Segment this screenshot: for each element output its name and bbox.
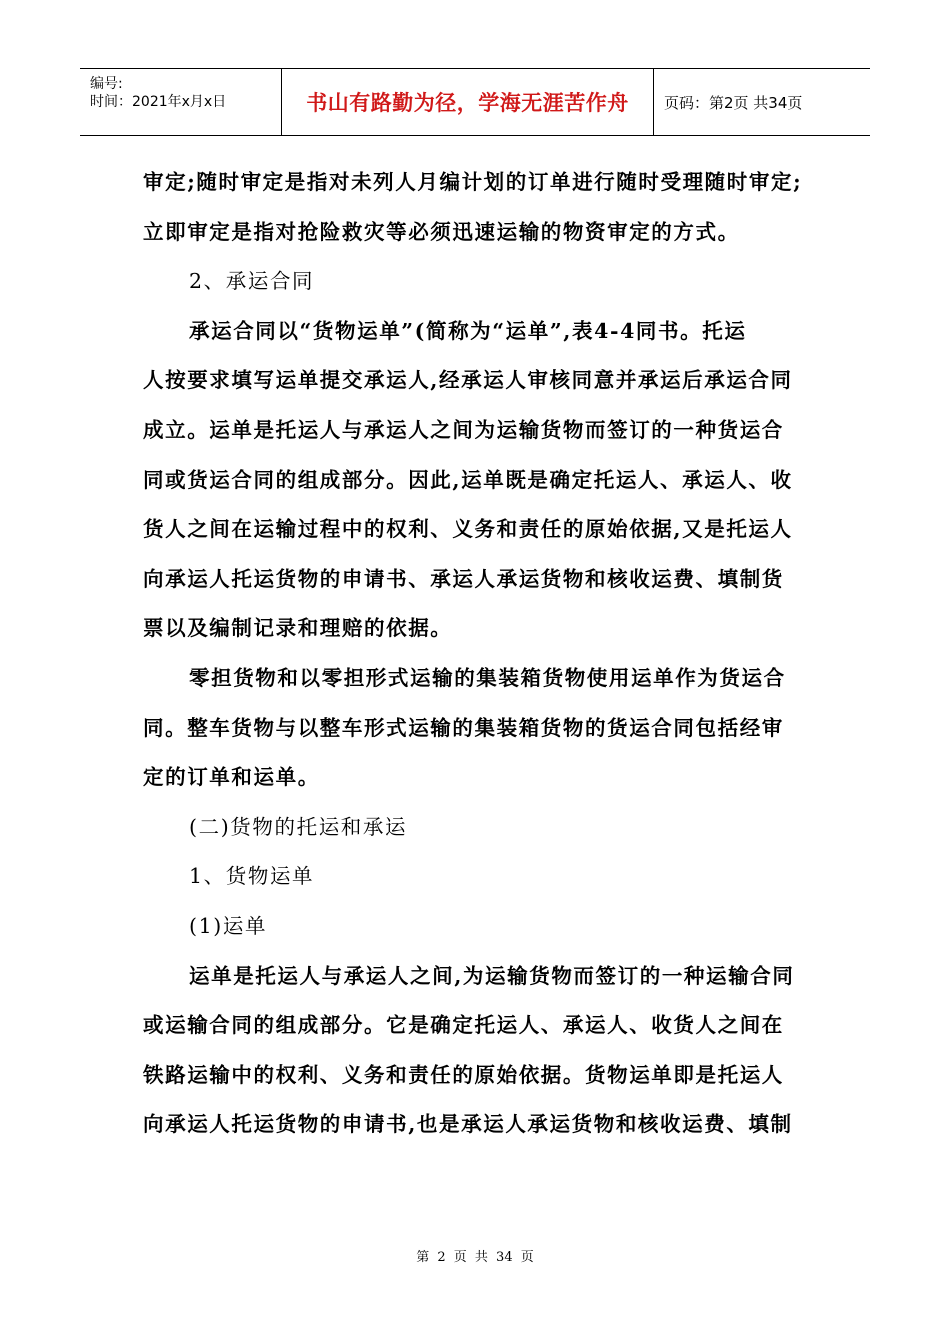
body-line: 同或货运合同的组成部分。因此,运单既是确定托运人、承运人、收 — [143, 467, 793, 492]
document-body — [143, 158, 813, 1150]
header-page-cell — [654, 69, 870, 135]
document-number-label: 编号: — [90, 76, 123, 92]
body-line: 票以及编制记录和理赔的依据。 — [143, 616, 453, 641]
body-line: 向承运人托运货物的申请书、承运人承运货物和核收运费、填制货 — [143, 566, 784, 591]
section-heading: (二)货物的托运和承运 — [189, 814, 408, 839]
body-line: 承运合同以“货物运单”(简称为“运单”,表4-4同书。托运 — [189, 318, 747, 343]
header-page-info: 页码：第2页 共34页 — [664, 93, 803, 112]
section-heading: 1、货物运单 — [189, 864, 315, 889]
body-line: 向承运人托运货物的申请书,也是承运人承运货物和核收运费、填制 — [143, 1112, 793, 1137]
section-heading: 2、承运合同 — [189, 269, 315, 294]
body-line: 零担货物和以零担形式运输的集装箱货物使用运单作为货运合 — [189, 665, 786, 690]
body-line: 审定;随时审定是指对未列人月编计划的订单进行随时受理随时审定; — [143, 170, 803, 194]
body-line: 立即审定是指对抢险救灾等必须迅速运输的物资审定的方式。 — [143, 219, 740, 244]
body-line: 运单是托运人与承运人之间,为运输货物而签订的一种运输合同 — [189, 963, 795, 988]
section-heading: (1)运单 — [189, 913, 268, 938]
header-motto: 书山有路勤为径，学海无涯苦作舟 — [306, 91, 629, 115]
header-motto-cell — [282, 69, 654, 135]
body-line: 货人之间在运输过程中的权利、义务和责任的原始依据,又是托运人 — [143, 517, 793, 542]
header-meta-cell — [80, 69, 282, 135]
body-line: 或运输合同的组成部分。它是确定托运人、承运人、收货人之间在 — [143, 1013, 784, 1038]
body-line: 定的订单和运单。 — [143, 765, 320, 790]
document-date: 时间：2021年x月x日 — [90, 94, 227, 110]
body-line: 人按要求填写运单提交承运人,经承运人审核同意并承运后承运合同 — [143, 368, 793, 393]
body-line: 铁路运输中的权利、义务和责任的原始依据。货物运单即是托运人 — [143, 1062, 784, 1087]
body-line: 同。整车货物与以整车形式运输的集装箱货物的货运合同包括经审 — [143, 715, 784, 740]
body-line: 成立。运单是托运人与承运人之间为运输货物而签订的一种货运合 — [143, 417, 784, 442]
page-footer: 第 2 页 共 34 页 — [416, 1250, 534, 1265]
page-header — [80, 68, 870, 136]
